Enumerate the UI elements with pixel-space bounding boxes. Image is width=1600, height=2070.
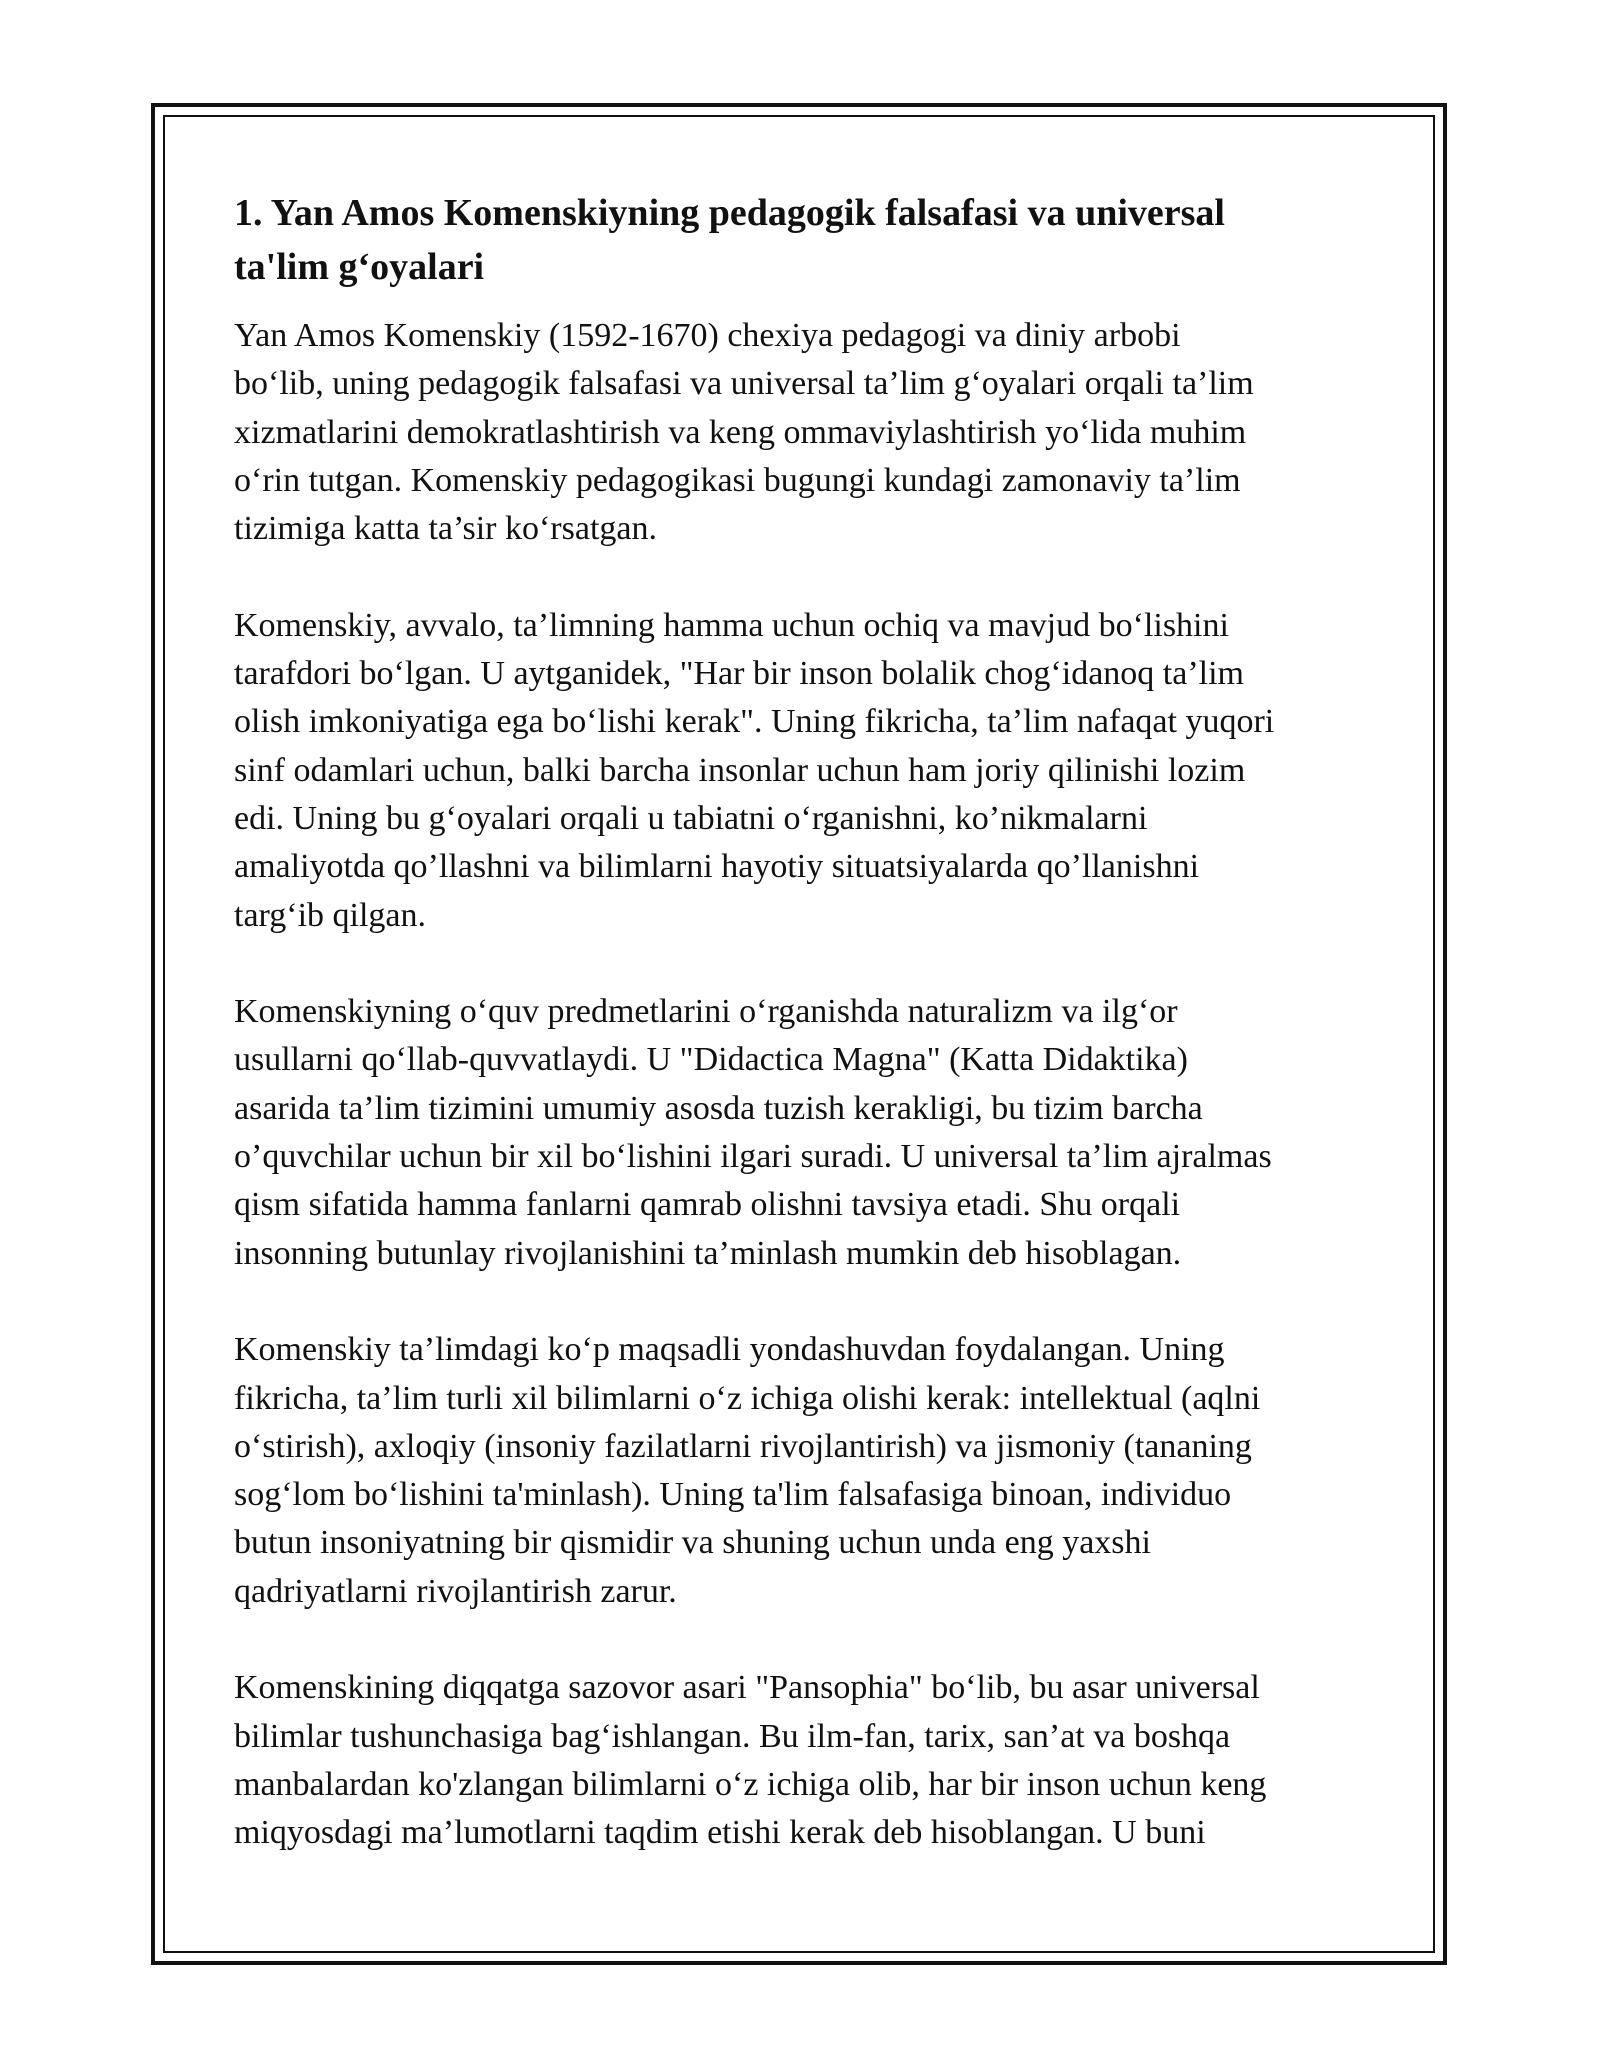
text-line: qadriyatlarni rivojlantirish zarur. (234, 1572, 677, 1610)
text-line: bo‘lib, uning pedagogik falsafasi va universal ta’lim g‘oyalari orqali ta’lim (234, 365, 1254, 403)
text-line: sinf odamlari uchun, balki barcha insonlar uchun ham joriy qilinishi lozim (234, 751, 1246, 789)
heading-line: ta'lim g‘oyalari (234, 246, 485, 288)
text-line: targ‘ib qilgan. (234, 896, 426, 934)
text-line: Yan Amos Komenskiy (1592-1670) chexiya pedagogi va diniy arbobi (234, 317, 1181, 354)
text-line: miqyosdagi ma’lumotlarni taqdim etishi kerak deb hisoblangan. U buni (234, 1814, 1206, 1852)
text-line: tizimiga katta ta’sir ko‘rsatgan. (234, 510, 657, 548)
text-line: qism sifatida hamma fanlarni qamrab olishni tavsiya etadi. Shu orqali (234, 1186, 1181, 1224)
text-line: amaliyotda qo’llashni va bilimlarni hayotiy situatsiyalarda qo’llanishni (234, 848, 1200, 886)
text-line: manbalardan ko'zlangan bilimlarni o‘z ichiga olib, har bir inson uchun keng (234, 1765, 1267, 1803)
document-body (234, 186, 1374, 1906)
paragraph-2 (234, 602, 1374, 940)
text-line: o’quvchilar uchun bir xil bo‘lishini ilgari suradi. U universal ta’lim ajralmas (234, 1138, 1272, 1176)
text-line: o‘stirish), axloqiy (insoniy fazilatlarni rivojlantirish) va jismoniy (tananing (234, 1427, 1252, 1465)
text-line: edi. Uning bu g‘oyalari orqali u tabiatni o‘rganishni, ko’nikmalarni (234, 799, 1148, 837)
text-line: butun insoniyatning bir qismidir va shuning uchun unda eng yaxshi (234, 1524, 1151, 1562)
text-line: olish imkoniyatiga ega bo‘lishi kerak". Uning fikricha, ta’lim nafaqat yuqori (234, 703, 1275, 741)
paragraph-5 (234, 1664, 1374, 1857)
text-line: Komenskining diqqatga sazovor asari "Pansophia" bo‘lib, bu asar universal (234, 1669, 1260, 1707)
text-line: insonning butunlay rivojlanishini ta’minlash mumkin deb hisoblagan. (234, 1234, 1182, 1272)
text-line: tarafdori bo‘lgan. U aytganidek, "Har bir inson bolalik chog‘idanoq ta’lim (234, 655, 1244, 693)
text-line: usullarni qo‘llab-quvvatlaydi. U "Didactica Magna" (Katta Didaktika) (234, 1041, 1188, 1079)
text-line: xizmatlarini demokratlashtirish va keng ommaviylashtirish yo‘lida muhim (234, 413, 1247, 451)
heading-line: 1. Yan Amos Komenskiyning pedagogik falsafasi va universal (234, 192, 1225, 234)
text-line: Komenskiy, avvalo, ta’limning hamma uchun ochiq va mavjud bo‘lishini (234, 606, 1229, 644)
text-line: fikricha, ta’lim turli xil bilimlarni o‘z ichiga olishi kerak: intellektual (aqlni (234, 1379, 1261, 1417)
text-line: o‘rin tutgan. Komenskiy pedagogikasi bugungi kundagi zamonaviy ta’lim (234, 461, 1241, 499)
paragraph-4 (234, 1326, 1374, 1616)
paragraph-1 (234, 312, 1374, 553)
text-line: Komenskiyning o‘quv predmetlarini o‘rganishda naturalizm va ilg‘or (234, 993, 1178, 1031)
text-line: bilimlar tushunchasiga bag‘ishlangan. Bu ilm-fan, tarix, san’at va boshqa (234, 1717, 1231, 1755)
section-heading (234, 186, 1374, 294)
paragraph-3 (234, 988, 1374, 1278)
text-line: Komenskiy ta’limdagi ko‘p maqsadli yondashuvdan foydalangan. Uning (234, 1331, 1225, 1369)
text-line: asarida ta’lim tizimini umumiy asosda tuzish kerakligi, bu tizim barcha (234, 1089, 1203, 1127)
text-line: sog‘lom bo‘lishini ta'minlash). Uning ta'lim falsafasiga binoan, individuo (234, 1476, 1232, 1514)
